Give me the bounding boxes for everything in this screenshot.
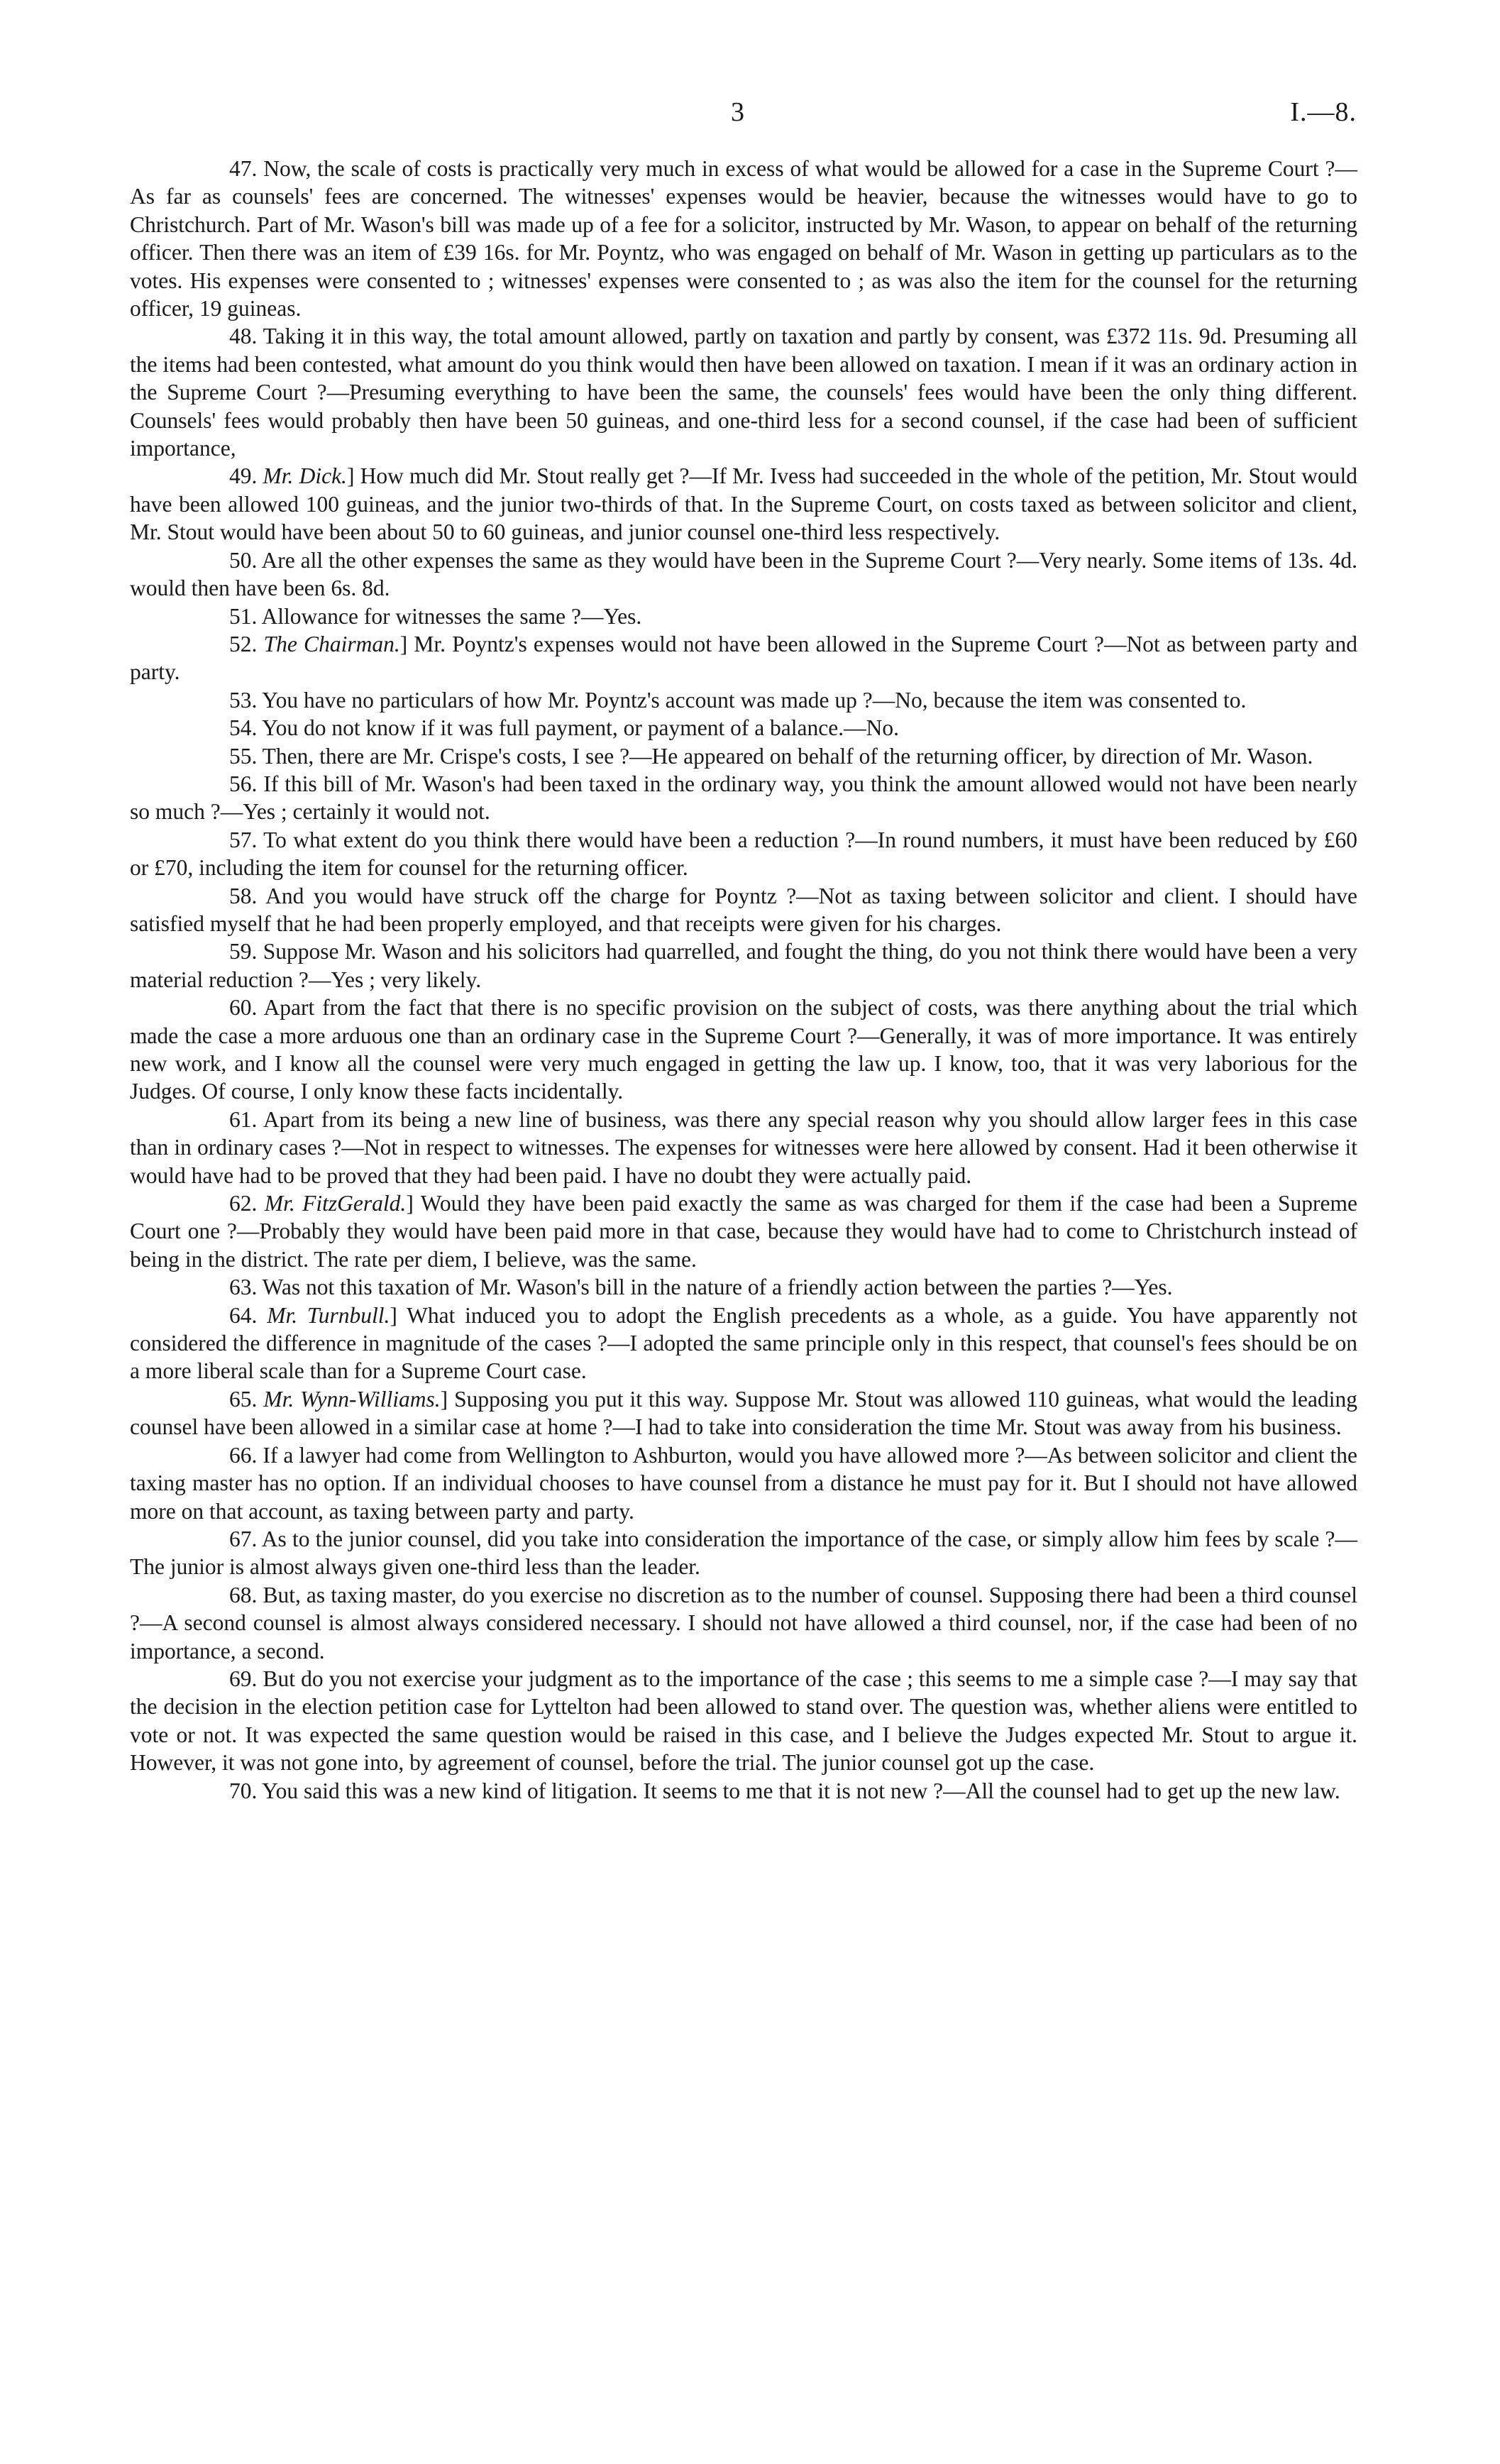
testimony-body	[130, 155, 1357, 1805]
paragraph-text: 56. If this bill of Mr. Wason's had been taxed in the ordinary way, you think the amount allowed would not have been nearly so much ?—Yes ; certainly it would not.	[130, 771, 1357, 825]
paragraph-text: 57. To what extent do you think there would have been a reduction ?—In round numbers, it must have been reduced by £60 or £70, including the item for counsel for the returning officer.	[130, 827, 1357, 881]
testimony-paragraph	[130, 826, 1357, 882]
paragraph-text: How much did Mr. Stout really get ?—If Mr. Ivess had succeeded in the whole of the petition, Mr. Stout would have been allowed 100 guineas, and the junior two-thirds of that. In the Supreme Court, on costs taxed as between solicitor and client, Mr. Stout would have been about 50 to 60 guineas, and junior counsel one-third less respectively.	[130, 463, 1358, 545]
testimony-paragraph	[130, 322, 1357, 462]
paragraph-text: 54. You do not know if it was full payment, or payment of a balance.—No.	[229, 715, 899, 741]
testimony-paragraph	[130, 1302, 1357, 1385]
document-reference: I.—8.	[1290, 97, 1357, 127]
speaker-label: 65. Mr. Wynn-Williams.]	[229, 1386, 448, 1412]
testimony-paragraph	[130, 603, 1357, 630]
paragraph-text: 70. You said this was a new kind of litigation. It seems to me that it is not new ?—All the counsel had to get up the new law.	[229, 1778, 1340, 1803]
speaker-label: 52. The Chairman.]	[229, 631, 408, 656]
paragraph-text: 68. But, as taxing master, do you exercise no discretion as to the number of counsel. Supposing there had been a third counsel ?—A second counsel is almost always considered necessary. I should not have allowed a third counsel, nor, if the case had been of no importance, a second.	[130, 1582, 1357, 1663]
testimony-paragraph	[130, 882, 1357, 938]
testimony-paragraph	[130, 1106, 1357, 1189]
testimony-paragraph	[130, 770, 1357, 826]
testimony-paragraph	[130, 1189, 1357, 1273]
speaker-label: 49. Mr. Dick.]	[229, 463, 355, 489]
testimony-paragraph	[130, 1581, 1357, 1665]
paragraph-text: 58. And you would have struck off the charge for Poyntz ?—Not as taxing between solicitor and client. I should have satisfied myself that he had been properly employed, and that receipts were given for his charges.	[130, 883, 1357, 936]
testimony-paragraph	[130, 630, 1357, 686]
paragraph-text: 60. Apart from the fact that there is no specific provision on the subject of costs, was there anything about the trial which made the case a more arduous one than an ordinary case in the Supreme Court ?—Generally, it was of more importance. It was entirely new work, and I know all the counsel were very much engaged in getting the law up. I know, too, that it was very laborious for the Judges. Of course, I only know these facts incidentally.	[130, 995, 1357, 1104]
testimony-paragraph	[130, 546, 1357, 603]
paragraph-text: 63. Was not this taxation of Mr. Wason's bill in the nature of a friendly action between the parties ?—Yes.	[229, 1275, 1173, 1300]
paragraph-text: 51. Allowance for witnesses the same ?—Yes.	[229, 603, 642, 629]
testimony-paragraph	[130, 714, 1357, 742]
paragraph-text: 67. As to the junior counsel, did you take into consideration the importance of the case, or simply allow him fees by scale ?—The junior is almost always given one-third less than the leader.	[130, 1526, 1357, 1580]
paragraph-text: What induced you to adopt the English precedents as a whole, as a guide. You have apparently not considered the difference in magnitude of the cases ?—I adopted the same principle only in this respect, that counsel's fees should be on a more liberal scale than for a Supreme Court case.	[130, 1302, 1357, 1384]
testimony-paragraph	[130, 937, 1357, 994]
page-number: 3	[731, 97, 744, 127]
paragraph-text: Would they have been paid exactly the same as was charged for them if the case had been a Supreme Court one ?—Probably they would have been paid more in that case, because they would have had to come to Christchurch instead of being in the district. The rate per diem, I believe, was the same.	[130, 1191, 1358, 1272]
testimony-paragraph	[130, 1441, 1357, 1525]
paragraph-text: 55. Then, there are Mr. Crispe's costs, I see ?—He appeared on behalf of the returning officer, by direction of Mr. Wason.	[229, 743, 1313, 769]
testimony-paragraph	[130, 1665, 1357, 1777]
paragraph-text: 59. Suppose Mr. Wason and his solicitors had quarrelled, and fought the thing, do you not think there would have been a very material reduction ?—Yes ; very likely.	[130, 939, 1357, 992]
testimony-paragraph	[130, 1525, 1357, 1581]
paragraph-text: 48. Taking it in this way, the total amount allowed, partly on taxation and partly by consent, was £372 11s. 9d. Presuming all the items had been contested, what amount do you think would then have been allowed on taxation. I mean if it was an ordinary action in the Supreme Court ?—Presuming everything to have been the same, the counsels' fees would have been the only thing different. Counsels' fees would probably then have been 50 guineas, and one-third less for a second counsel, if the case had been of sufficient importance,	[130, 324, 1357, 461]
testimony-paragraph	[130, 1273, 1357, 1301]
paragraph-text: 50. Are all the other expenses the same as they would have been in the Supreme Court ?—Very nearly. Some items of 13s. 4d. would then have been 6s. 8d.	[130, 547, 1357, 601]
testimony-paragraph	[130, 1777, 1357, 1805]
paragraph-text: Mr. Poyntz's expenses would not have been allowed in the Supreme Court ?—Not as between party and party.	[130, 631, 1358, 685]
testimony-paragraph	[130, 155, 1357, 322]
speaker-label: 64. Mr. Turnbull.]	[229, 1302, 397, 1328]
testimony-paragraph	[130, 742, 1357, 770]
paragraph-text: 47. Now, the scale of costs is practically very much in excess of what would be allowed for a case in the Supreme Court ?—As far as counsels' fees are concerned. The witnesses' expenses would be heavier, because the witnesses would have to go to Christchurch. Part of Mr. Wason's bill was made up of a fee for a solicitor, instructed by Mr. Wason, to appear on behalf of the returning officer. Then there was an item of £39 16s. for Mr. Poyntz, who was engaged on behalf of Mr. Wason in getting up particulars as to the votes. His expenses were consented to ; witnesses' expenses were consented to ; as was also the item for the counsel for the returning officer, 19 guineas.	[130, 156, 1357, 321]
paragraph-text: 53. You have no particulars of how Mr. Poyntz's account was made up ?—No, because the item was consented to.	[229, 687, 1247, 713]
page-header	[0, 97, 1500, 139]
testimony-paragraph	[130, 686, 1357, 714]
paragraph-text: Supposing you put it this way. Suppose Mr. Stout was allowed 110 guineas, what would the leading counsel have been allowed in a similar case at home ?—I had to take into consideration the time Mr. Stout was away from his business.	[130, 1386, 1358, 1440]
paragraph-text: 69. But do you not exercise your judgment as to the importance of the case ; this seems to me a simple case ?—I may say that the decision in the election petition case for Lyttelton had been allowed to stand over. The question was, whether aliens were entitled to vote or not. It was expected the same question would be raised in this case, and I believe the Judges expected Mr. Stout to argue it. However, it was not gone into, by agreement of counsel, before the trial. The junior counsel got up the case.	[130, 1666, 1357, 1776]
testimony-paragraph	[130, 1385, 1357, 1441]
paragraph-text: 66. If a lawyer had come from Wellington to Ashburton, would you have allowed more ?—As between solicitor and client the taxing master has no option. If an individual chooses to have counsel from a distance he must pay for it. But I should not have allowed more on that account, as taxing between party and party.	[130, 1442, 1357, 1524]
paragraph-text: 61. Apart from its being a new line of business, was there any special reason why you should allow larger fees in this case than in ordinary cases ?—Not in respect to witnesses. The expenses for witnesses were here allowed by consent. Had it been otherwise it would have had to be proved that they had been paid. I have no doubt they were actually paid.	[130, 1106, 1357, 1188]
testimony-paragraph	[130, 994, 1357, 1106]
testimony-paragraph	[130, 462, 1357, 546]
speaker-label: 62. Mr. FitzGerald.]	[229, 1191, 414, 1216]
